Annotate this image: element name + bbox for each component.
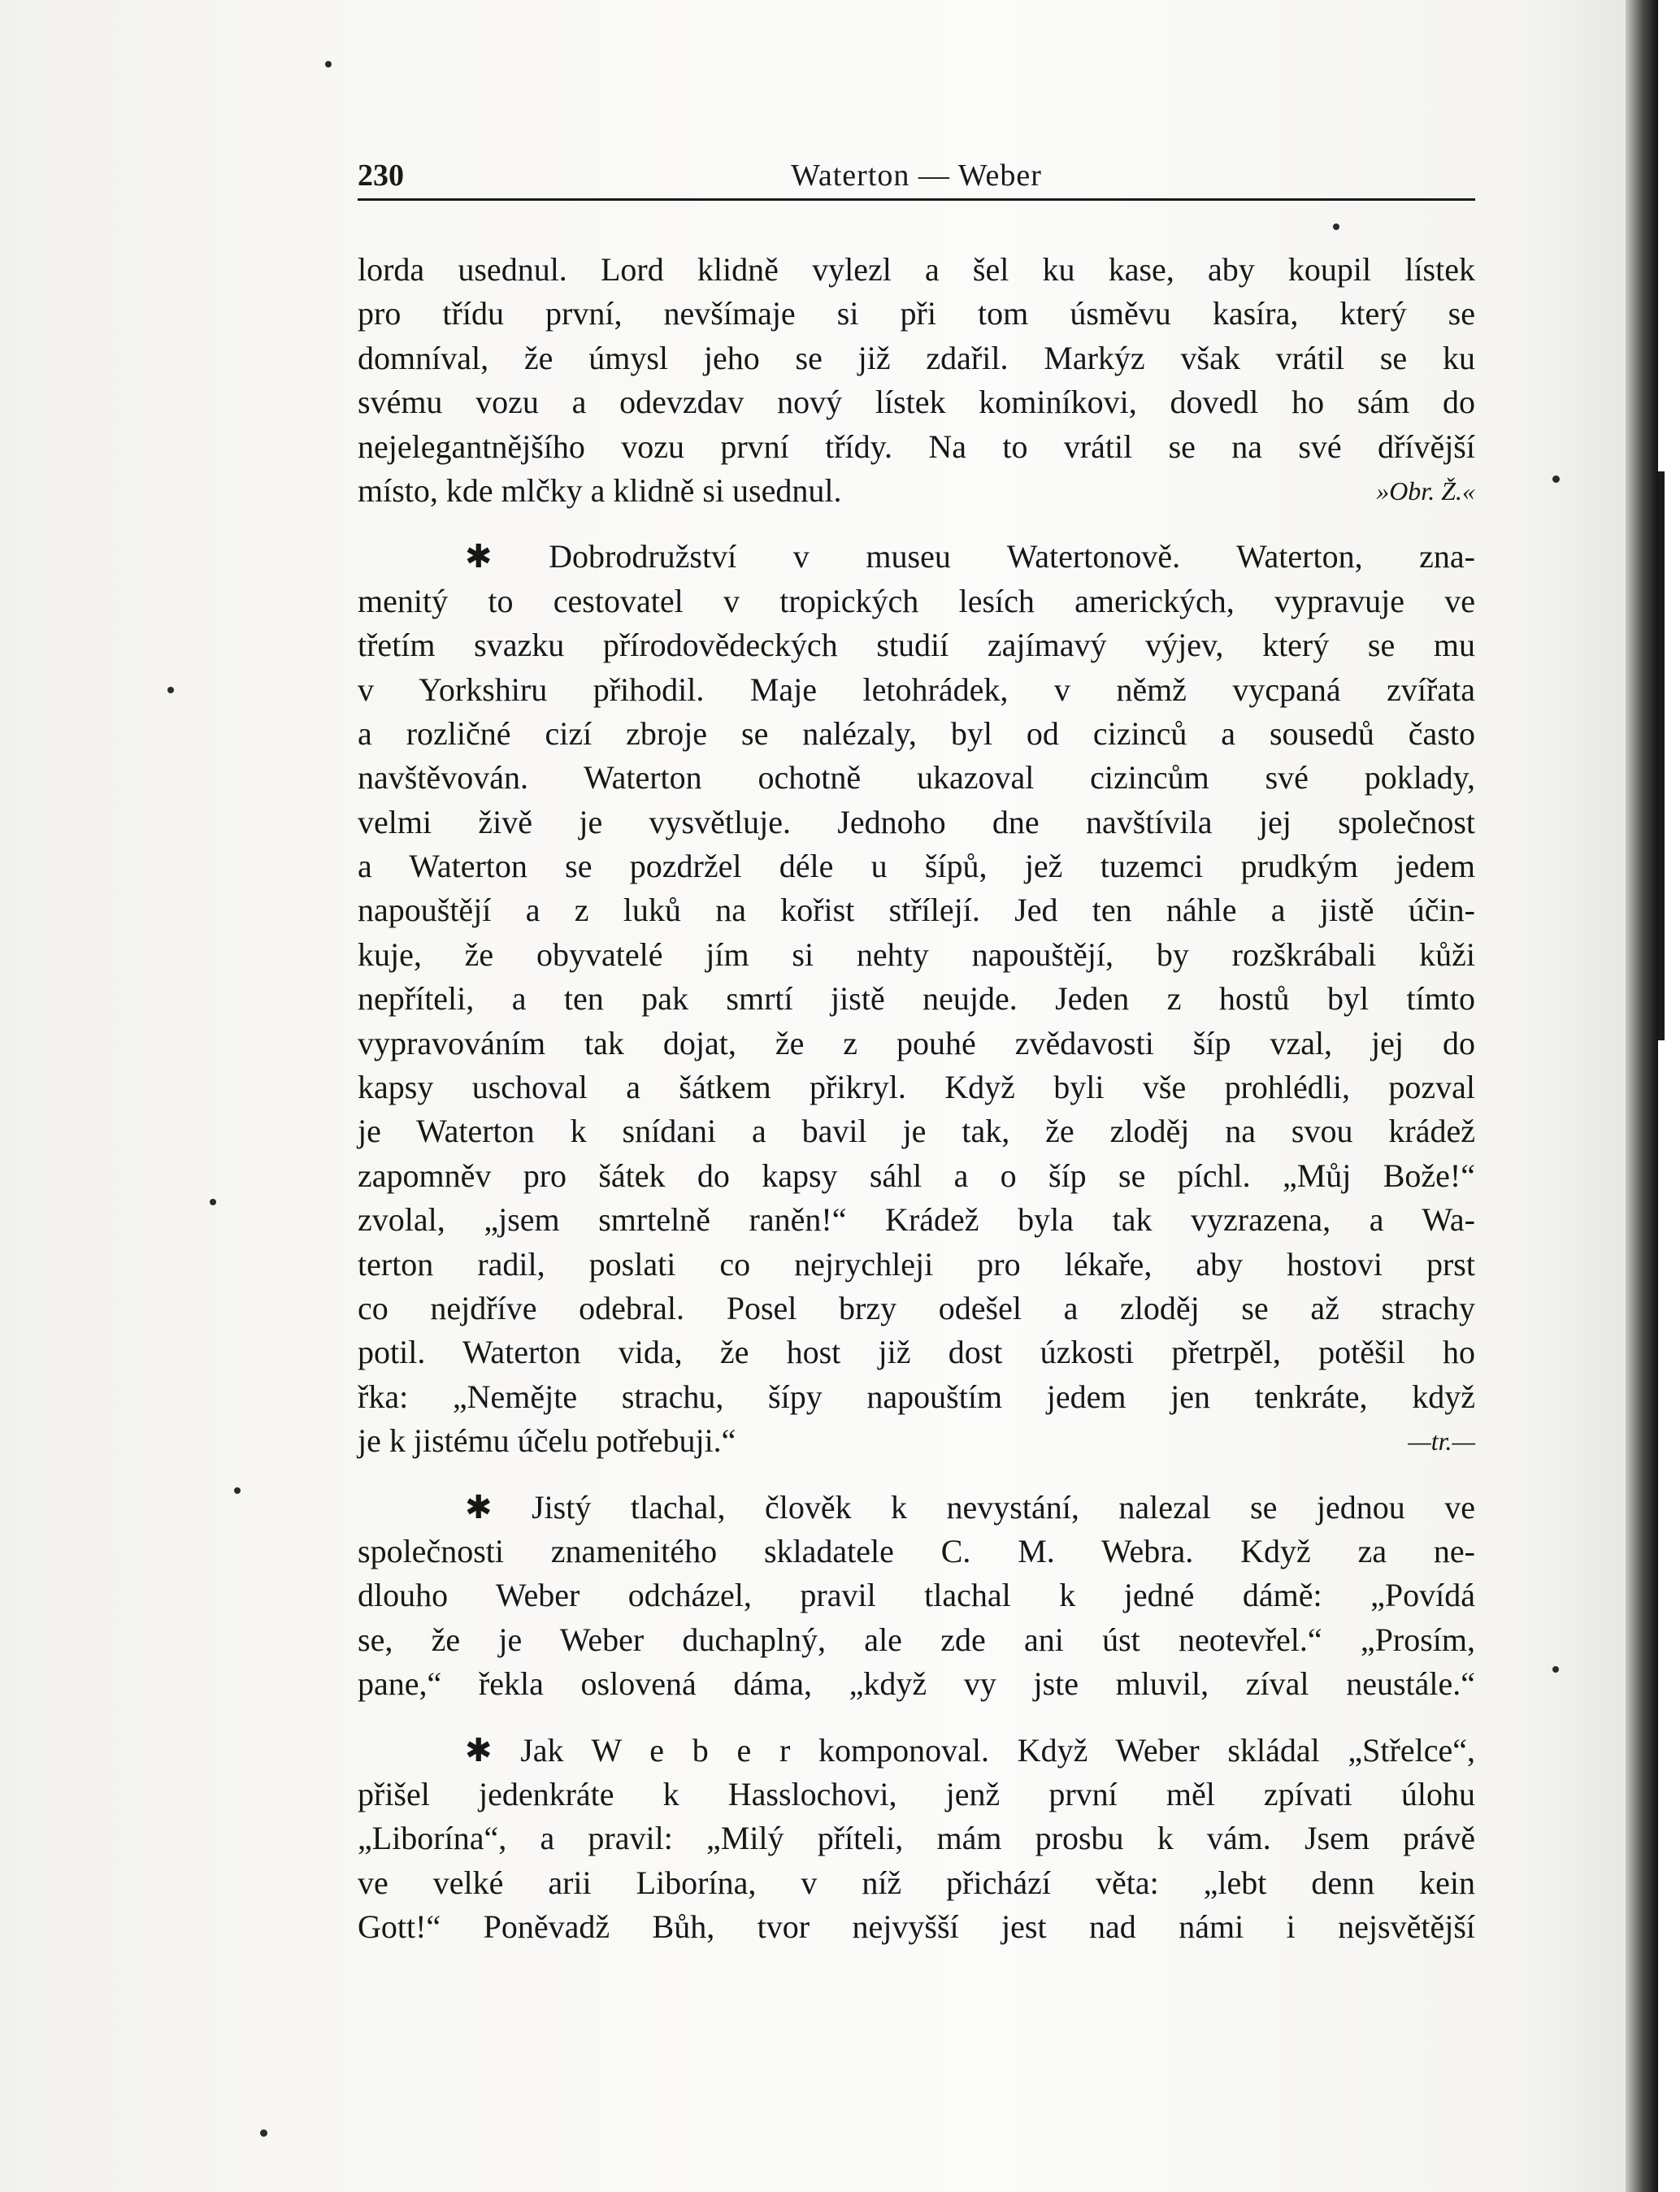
signature: —tr.— (1408, 1426, 1475, 1456)
text-line: a rozličné cizí zbroje se nalézaly, byl od cizinců a sousedů často (358, 714, 1475, 752)
text-line: lorda usednul. Lord klidně vylezl a šel ku kase, aby koupil lístek (358, 251, 1475, 288)
page-number: 230 (358, 158, 404, 193)
text-line: velmi živě je vysvětluje. Jednoho dne navštívila jej společnost (358, 803, 1475, 840)
scan-speck (234, 1487, 241, 1494)
text-line: je k jistému účelu potřebuji.“ (358, 1422, 736, 1460)
page-edge-shadow (1626, 0, 1658, 2192)
text-line: Gott!“ Poněvadž Bůh, tvor nejvyšší jest nad námi i nejsvětější (358, 1908, 1475, 1946)
text-line: řka: „Nemějte strachu, šípy napouštím jedem jen tenkráte, když (358, 1378, 1475, 1415)
scan-speck (167, 687, 174, 693)
text-line: a Waterton se pozdržel déle u šípů, jež tuzemci prudkým jedem (358, 848, 1475, 885)
text-line: nejelegantnějšího vozu první třídy. Na to vrátil se na své dřívější (358, 428, 1475, 465)
text-line: pane,“ řekla oslovená dáma, „když vy jste mluvil, zíval neustále.“ (358, 1665, 1475, 1703)
paragraph-gap (358, 1707, 1475, 1729)
text-line: místo, kde mlčky a klidně si usednul. (358, 471, 842, 509)
text-line: napouštějí a z luků na kořist střílejí. Jed ten náhle a jistě účin- (358, 892, 1475, 929)
text-line: třetím svazku přírodovědeckých studií zajímavý výjev, který se mu (358, 627, 1475, 664)
text-line: společnosti znamenitého skladatele C. M. Webra. Když za ne- (358, 1532, 1475, 1569)
scan-speck (1333, 224, 1339, 230)
text-line: zvolal, „jsem smrtelně raněn!“ Krádež byla tak vyzrazena, a Wa- (358, 1201, 1475, 1239)
text-line: nepříteli, a ten pak smrtí jistě neujde. Jeden z hostů byl tímto (358, 980, 1475, 1018)
text-line-with-signature (358, 1419, 1475, 1463)
text-line: navštěvován. Waterton ochotně ukazoval cizincům své poklady, (358, 759, 1475, 796)
scan-speck (210, 1199, 216, 1205)
running-head: Waterton — Weber (791, 158, 1042, 193)
text-line: menitý to cestovatel v tropických lesích amerických, vypravuje ve (358, 582, 1475, 619)
text-line: svému vozu a odevzdav nový lístek kominíkovi, dovedl ho sám do (358, 384, 1475, 421)
text-line: ve velké arii Liborína, v níž přichází věta: „lebt denn kein (358, 1864, 1475, 1901)
text-line: ✱ Dobrodružství v museu Watertonově. Waterton, zna- (465, 538, 1475, 575)
scan-speck (1552, 475, 1560, 483)
page-edge-line (1658, 471, 1665, 1040)
text-line: přišel jedenkráte k Hasslochovi, jenž první měl zpívati úlohu (358, 1775, 1475, 1812)
paragraph-gap (358, 1464, 1475, 1486)
paragraph-gap (358, 513, 1475, 535)
body-text (358, 248, 1475, 1949)
text-line: dlouho Weber odcházel, pravil tlachal k jedné dámě: „Povídá (358, 1577, 1475, 1614)
text-line: „Liborína“, a pravil: „Milý příteli, mám prosbu k vám. Jsem právě (358, 1820, 1475, 1857)
text-line: potil. Waterton vida, že host již dost úzkosti přetrpěl, potěšil ho (358, 1334, 1475, 1371)
text-line: vypravováním tak dojat, že z pouhé zvědavosti šíp vzal, jej do (358, 1024, 1475, 1061)
text-line: co nejdříve odebral. Posel brzy odešel a zloděj se až strachy (358, 1289, 1475, 1326)
text-line-with-signature (358, 469, 1475, 513)
text-line: kapsy uschoval a šátkem přikryl. Když byli vše prohlédli, pozval (358, 1069, 1475, 1106)
scan-speck (260, 2129, 267, 2137)
signature: »Obr. Ž.« (1376, 475, 1475, 506)
text-line: je Waterton k snídani a bavil je tak, že zloděj na svou krádež (358, 1113, 1475, 1150)
text-line: kuje, že obyvatelé jím si nehty napouštějí, by rozškrábali kůži (358, 935, 1475, 973)
text-line: ✱ Jistý tlachal, člověk k nevystání, nalezal se jednou ve (465, 1488, 1475, 1526)
text-line: v Yorkshiru přihodil. Maje letohrádek, v němž vycpaná zvířata (358, 671, 1475, 708)
text-line: se, že je Weber duchaplný, ale zde ani úst neotevřel.“ „Prosím, (358, 1621, 1475, 1658)
scan-speck (325, 61, 332, 67)
page-header (358, 153, 1475, 201)
text-line: ✱ Jak W e b e r komponoval. Když Weber skládal „Střelce“, (465, 1731, 1475, 1769)
text-line: terton radil, poslati co nejrychleji pro lékaře, aby hostovi prst (358, 1245, 1475, 1283)
text-line: pro třídu první, nevšímaje si při tom úsměvu kasíra, který se (358, 295, 1475, 332)
text-line: zapomněv pro šátek do kapsy sáhl a o šíp se píchl. „Můj Bože!“ (358, 1157, 1475, 1194)
text-line: domníval, že úmysl jeho se již zdařil. Markýz však vrátil se ku (358, 339, 1475, 376)
scan-speck (1552, 1666, 1559, 1673)
